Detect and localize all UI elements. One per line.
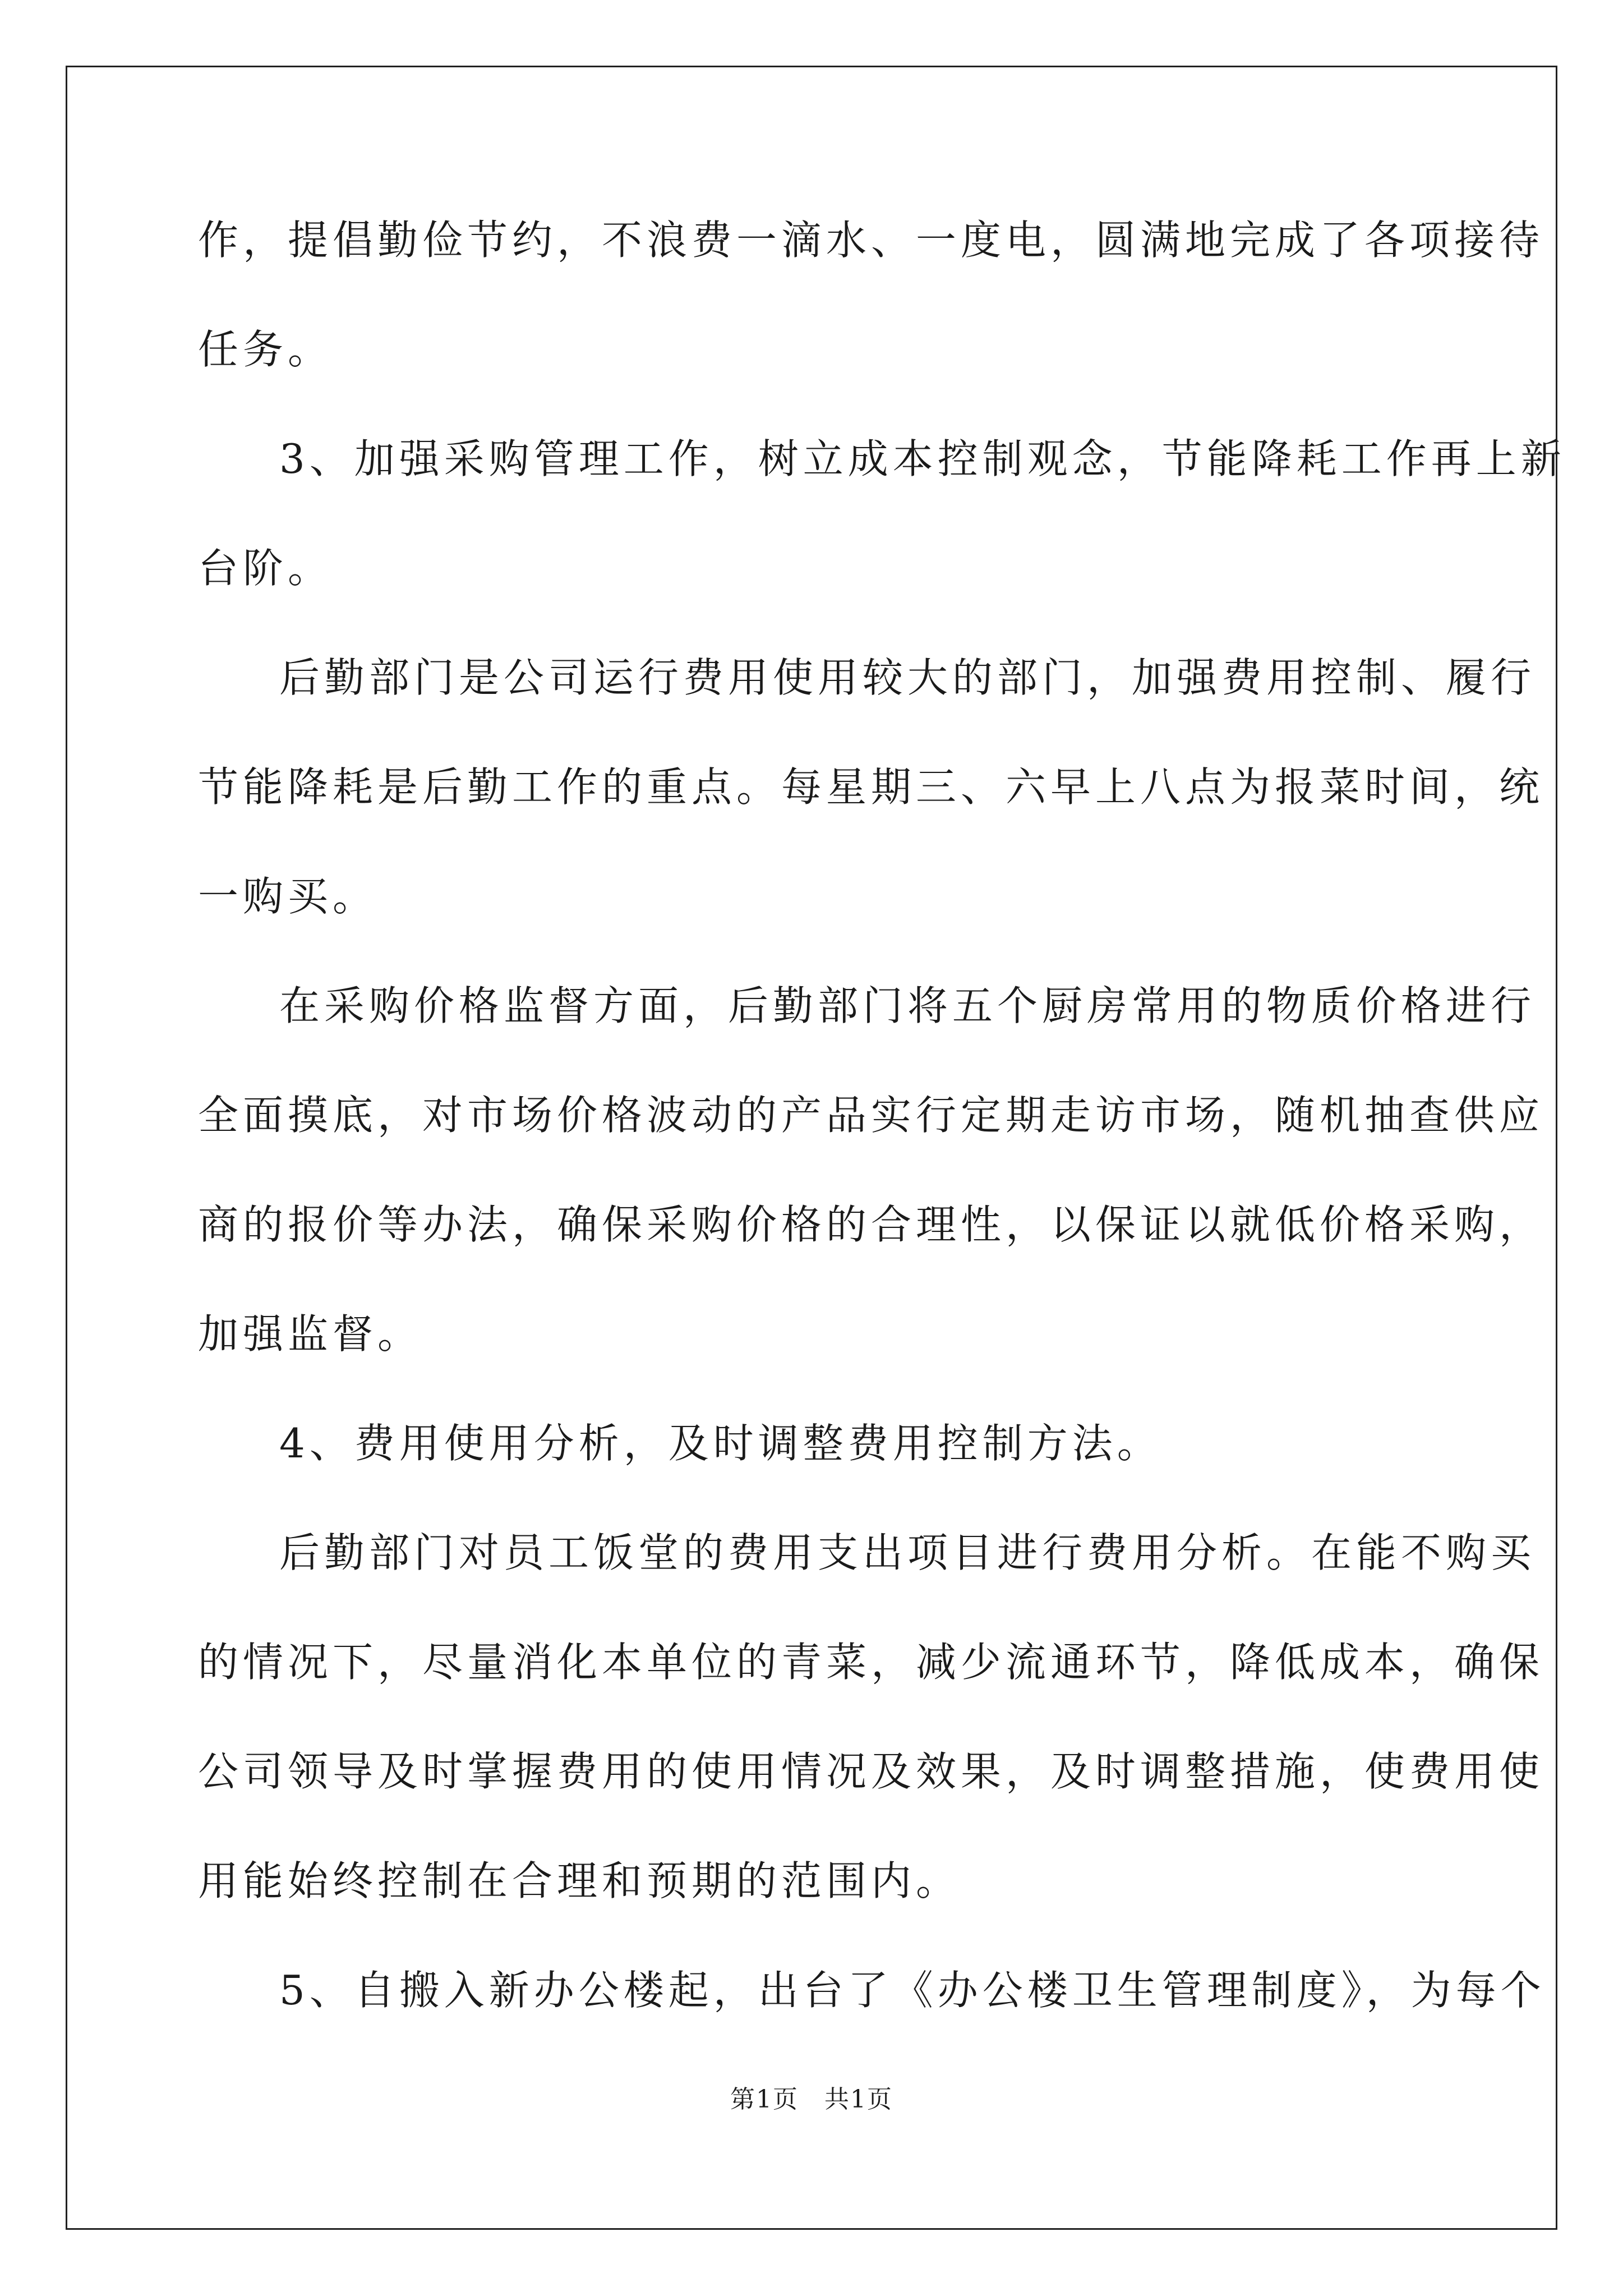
text-line: 的情况下，尽量消化本单位的青菜，减少流通环节，降低成本，确保 bbox=[198, 1639, 1544, 1686]
paragraph-start-line: 后勤部门对员工饭堂的费用支出项目进行费用分析。在能不购买 bbox=[279, 1529, 1536, 1576]
paragraph-start-line: 5、自搬入新办公楼起，出台了《办公楼卫生管理制度》，为每个 bbox=[279, 1967, 1546, 2014]
text-line: 台阶。 bbox=[198, 545, 333, 592]
document-body bbox=[198, 213, 1566, 2017]
paragraph-start-line: 4、费用使用分析，及时调整费用控制方法。 bbox=[279, 1420, 1162, 1467]
paragraph-start-line: 3、加强采购管理工作，树立成本控制观念，节能降耗工作再上新 bbox=[279, 435, 1566, 482]
text-line: 公司领导及时掌握费用的使用情况及效果，及时调整措施，使费用使 bbox=[198, 1748, 1544, 1795]
text-line: 用能始终控制在合理和预期的范围内。 bbox=[198, 1857, 961, 1904]
text-line: 节能降耗是后勤工作的重点。每星期三、六早上八点为报菜时间，统 bbox=[198, 763, 1544, 811]
text-line: 商的报价等办法，确保采购价格的合理性，以保证以就低价格采购， bbox=[198, 1201, 1544, 1248]
text-line: 任务。 bbox=[198, 326, 333, 373]
text-line: 一购买。 bbox=[198, 873, 378, 920]
text-line: 作，提倡勤俭节约，不浪费一滴水、一度电，圆满地完成了各项接待 bbox=[198, 217, 1544, 264]
paragraph-start-line: 后勤部门是公司运行费用使用较大的部门，加强费用控制、履行 bbox=[279, 654, 1536, 701]
paragraph-start-line: 在采购价格监督方面，后勤部门将五个厨房常用的物质价格进行 bbox=[279, 982, 1536, 1029]
text-line: 全面摸底，对市场价格波动的产品实行定期走访市场，随机抽查供应 bbox=[198, 1092, 1544, 1139]
page-number-footer: 第1页 共1页 bbox=[730, 2085, 893, 2114]
text-line: 加强监督。 bbox=[198, 1310, 423, 1358]
